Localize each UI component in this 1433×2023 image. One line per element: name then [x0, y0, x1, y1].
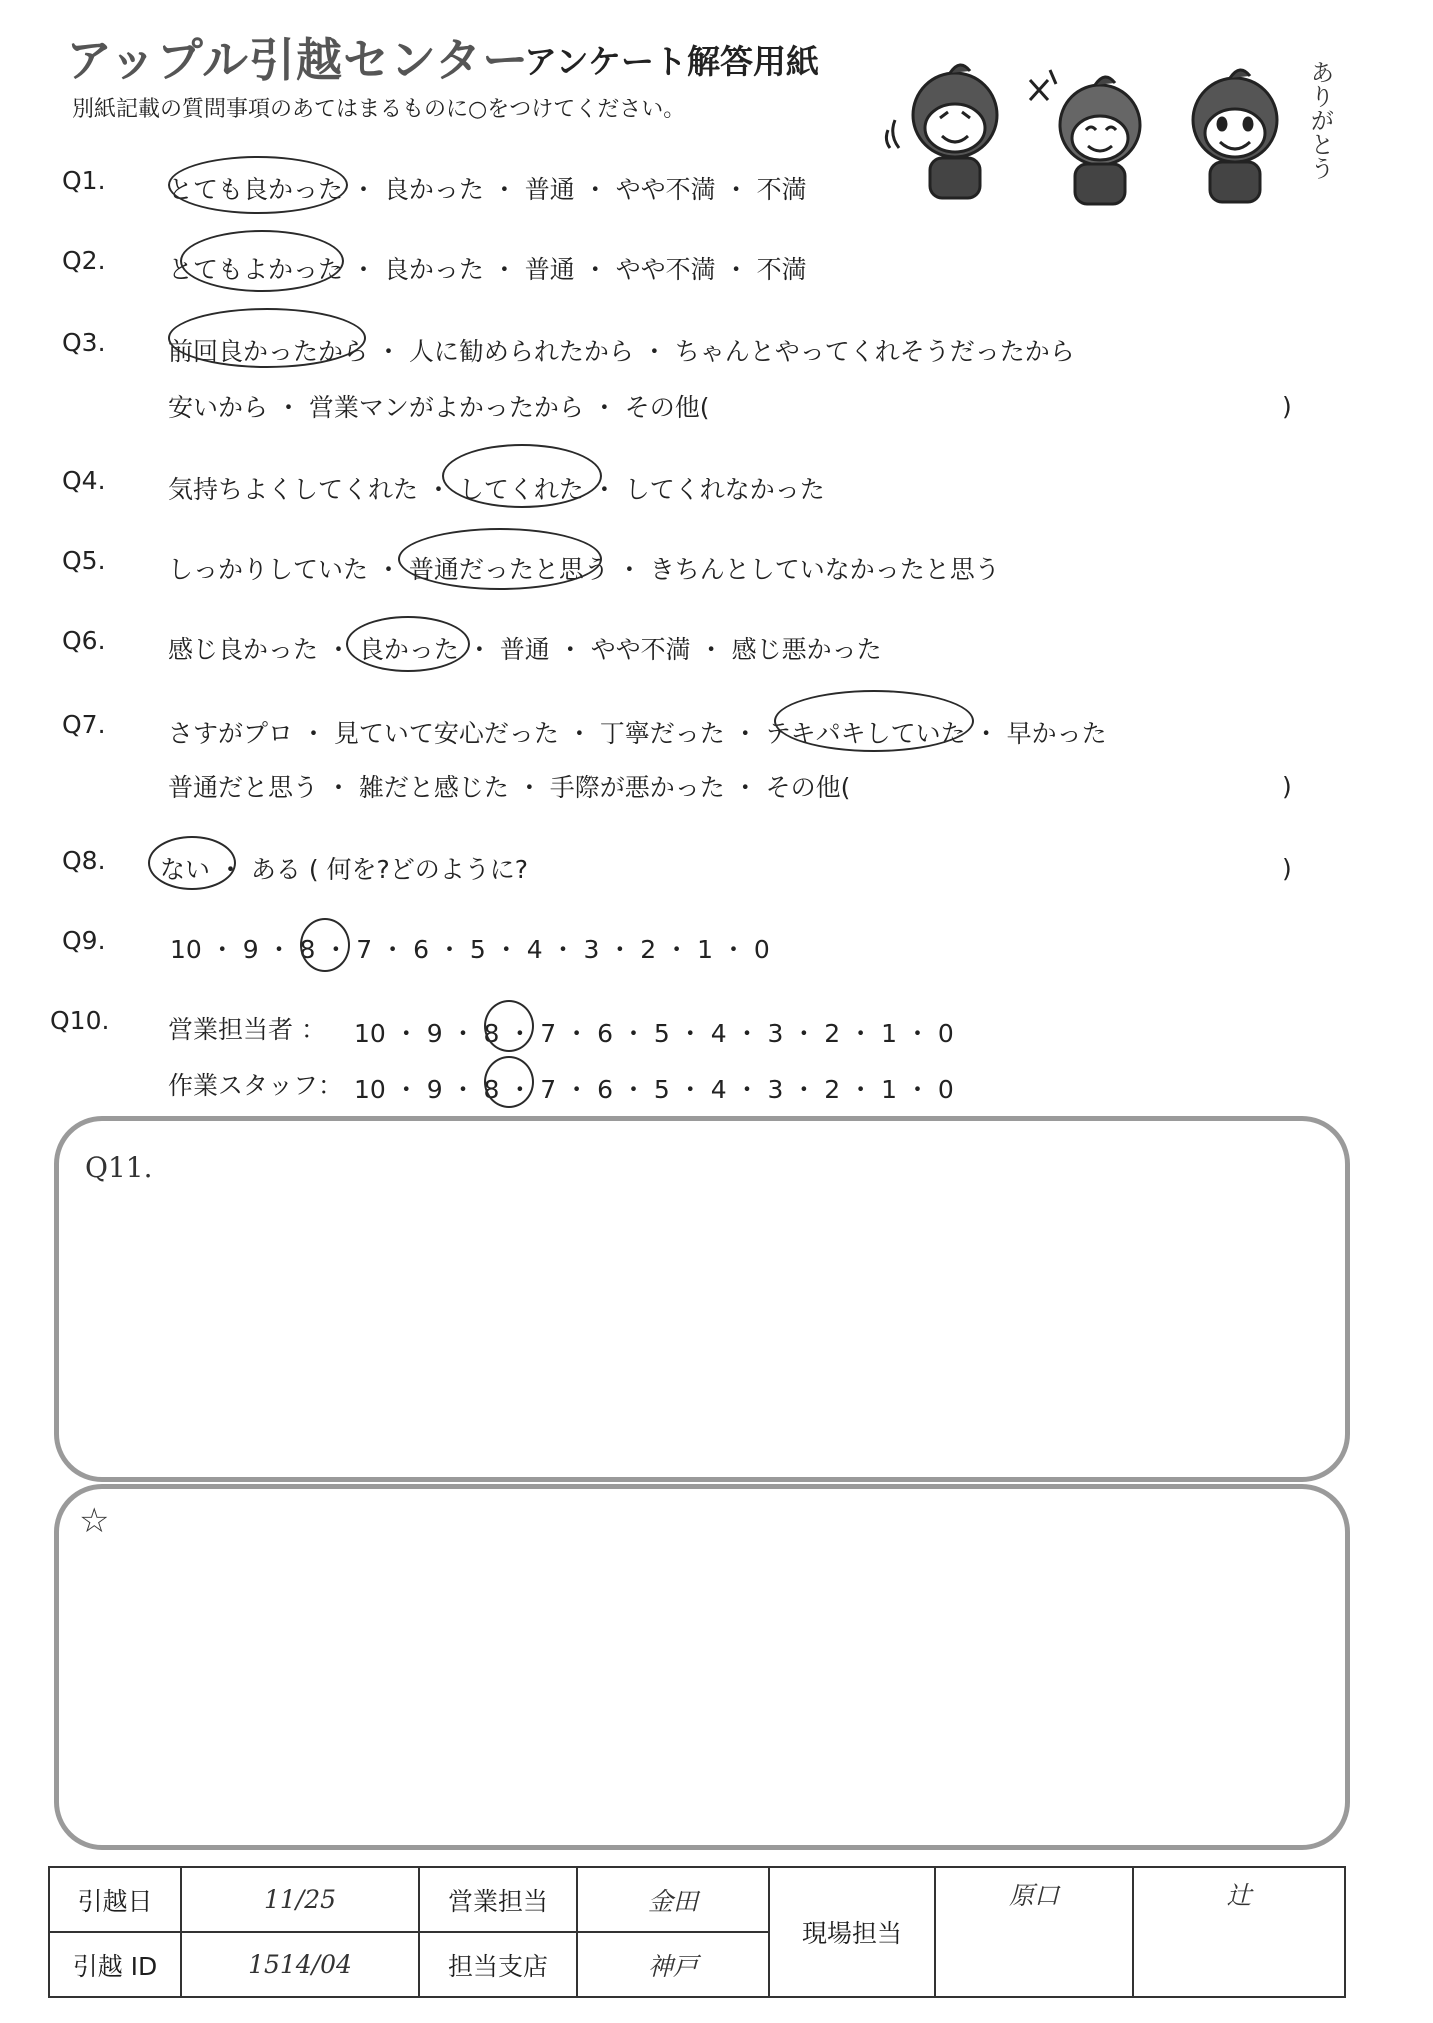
question-options: さすがプロ ・ 見ていて安心だった ・ 丁寧だった ・ テキパキしていた ・ 早かった — [168, 719, 1107, 748]
question-options: とても良かった ・ 良かった ・ 普通 ・ やや不満 ・ 不満 — [168, 175, 807, 204]
site-rep-value-2: 辻 — [1133, 1867, 1345, 1997]
answer-circle — [484, 1056, 534, 1108]
question-options: 前回良かったから ・ 人に勧められたから ・ ちゃんとやってくれそうだったから — [168, 337, 1075, 366]
question-number: Q4. — [62, 466, 106, 495]
score-scale: 10 ・ 9 ・ 8 ・ 7 ・ 6 ・ 5 ・ 4 ・ 3 ・ 2 ・ 1 ・ 0 — [170, 935, 770, 964]
answer-circle — [180, 230, 344, 292]
closing-paren: ) — [1282, 854, 1292, 883]
sales-rep-value: 金田 — [577, 1867, 769, 1932]
star-comment-box[interactable] — [54, 1484, 1350, 1850]
question-options: とてもよかった ・ 良かった ・ 普通 ・ やや不満 ・ 不満 — [168, 255, 807, 284]
question-number: Q3. — [62, 328, 106, 357]
score-scale: 10 ・ 9 ・ 8 ・ 7 ・ 6 ・ 5 ・ 4 ・ 3 ・ 2 ・ 1 ・ 0 — [354, 1019, 954, 1048]
answer-circle — [148, 836, 236, 890]
monkey-right-icon — [1193, 70, 1277, 202]
question-number: Q6. — [62, 626, 106, 655]
question-number: Q2. — [62, 246, 106, 275]
moving-info-table — [48, 1866, 1346, 1998]
answer-circle — [442, 444, 602, 508]
sales-rep-label: 営業担当 — [419, 1867, 577, 1932]
closing-paren: ) — [1282, 772, 1292, 801]
question-options: 気持ちよくしてくれた ・ してくれた ・ してくれなかった — [168, 475, 825, 504]
form-title: アンケート解答用紙 — [524, 42, 820, 81]
brand-title: アップル引越センター — [66, 33, 530, 87]
site-rep-label: 現場担当 — [769, 1867, 935, 1997]
question-number: Q9. — [62, 926, 106, 955]
rating-label: 営業担当者 ： — [168, 1015, 326, 1044]
answer-circle — [774, 690, 974, 752]
instructions: 別紙記載の質問事項のあてはまるものに○をつけてください。 — [72, 97, 686, 122]
monkey-middle-icon — [1030, 70, 1140, 204]
question-options: 安いから ・ 営業マンがよかったから ・ その他( — [168, 393, 710, 422]
closing-paren: ) — [1282, 392, 1292, 421]
thanks-text: ありがとう — [1306, 60, 1334, 180]
q11-comment-box[interactable] — [54, 1116, 1350, 1482]
question-number: Q10. — [50, 1006, 110, 1035]
question-options: 感じ良かった ・ 良かった ・ 普通 ・ やや不満 ・ 感じ悪かった — [168, 635, 882, 664]
question-options: しっかりしていた ・ 普通だったと思う ・ きちんとしていなかったと思う — [168, 555, 1000, 584]
star-icon: ☆ — [79, 1501, 110, 1541]
question-number: Q5. — [62, 546, 106, 575]
question-number: Q1. — [62, 166, 106, 195]
site-rep-value-1: 原口 — [935, 1867, 1133, 1997]
rating-label: 作業スタッフ： — [168, 1071, 344, 1100]
answer-circle — [484, 1000, 534, 1052]
answer-circle — [346, 616, 470, 672]
branch-label: 担当支店 — [419, 1932, 577, 1997]
answer-circle — [398, 528, 602, 590]
answer-circle — [168, 308, 366, 368]
q11-label: Q11. — [85, 1151, 153, 1184]
answer-circle — [168, 156, 348, 214]
moving-date-label: 引越日 — [49, 1867, 181, 1932]
moving-date-value: 11/25 — [181, 1867, 419, 1932]
question-options: ない ・ ある ( 何を?どのように? — [160, 855, 529, 884]
score-scale: 10 ・ 9 ・ 8 ・ 7 ・ 6 ・ 5 ・ 4 ・ 3 ・ 2 ・ 1 ・ 0 — [354, 1075, 954, 1104]
moving-id-label: 引越 ID — [49, 1932, 181, 1997]
question-number: Q7. — [62, 710, 106, 739]
monkey-left-icon — [886, 65, 997, 198]
answer-circle — [300, 918, 350, 972]
question-options: 普通だと思う ・ 雑だと感じた ・ 手際が悪かった ・ その他( — [168, 773, 851, 802]
branch-value: 神戸 — [577, 1932, 769, 1997]
moving-id-value: 1514/04 — [181, 1932, 419, 1997]
question-number: Q8. — [62, 846, 106, 875]
monkey-mascots-illustration — [880, 40, 1350, 220]
